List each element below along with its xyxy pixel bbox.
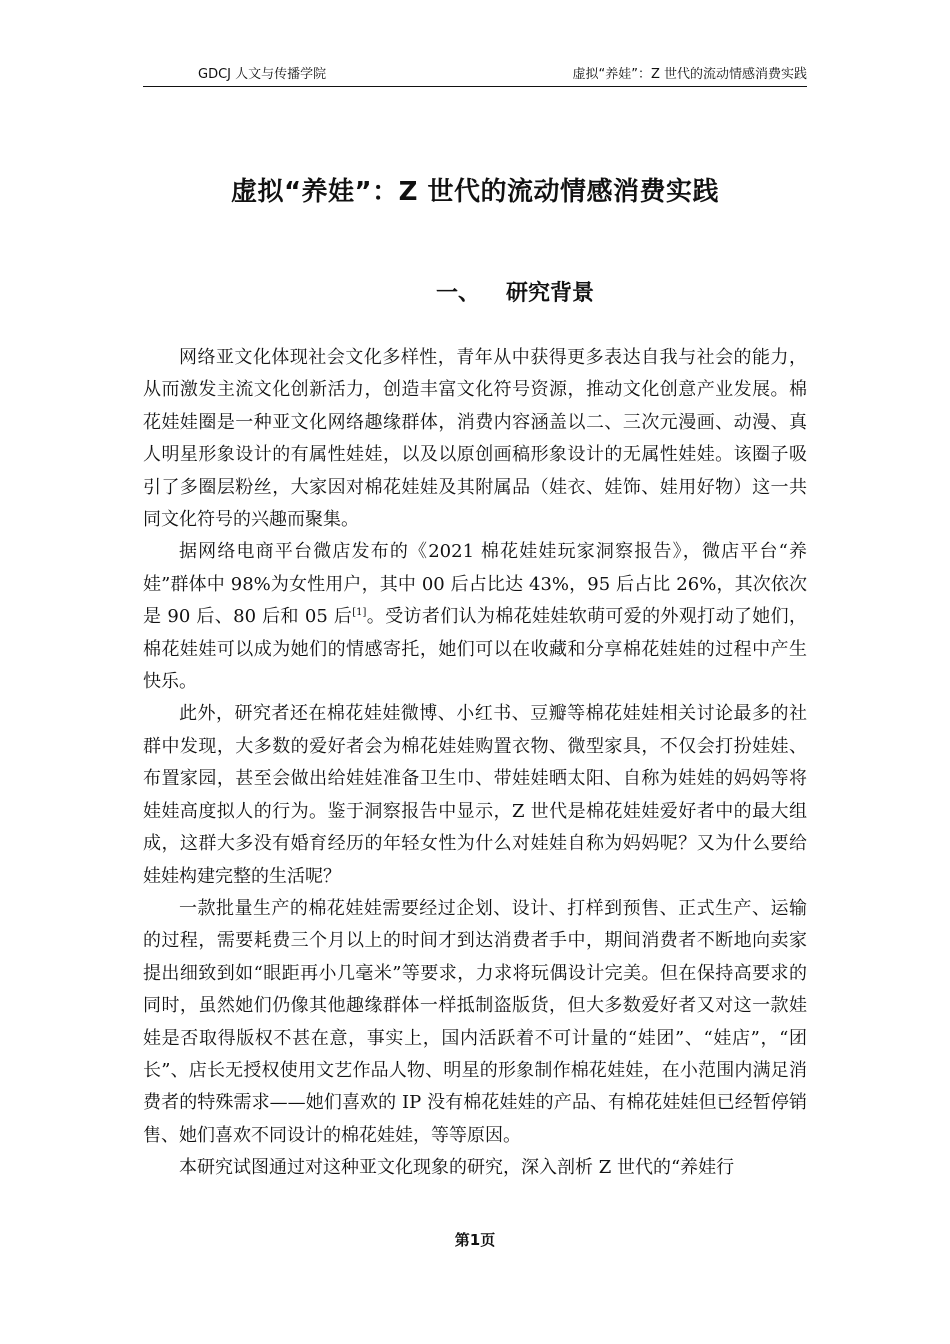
section-title: 研究背景 (506, 281, 595, 306)
citation-reference[interactable]: [1] (352, 607, 367, 619)
paragraph-5: 本研究试图通过对这种亚文化现象的研究，深入剖析 Z 世代的“养娃行 (179, 1157, 735, 1179)
header-institution: GDCJ 人文与传播学院 (198, 67, 327, 82)
document-title: 虚拟“养娃”：Z 世代的流动情感消费实践 (230, 177, 720, 207)
section-heading (0, 276, 950, 312)
section-number: 一、 (435, 281, 480, 306)
paragraph-3: 此外，研究者还在棉花娃娃微博、小红书、豆瓣等棉花娃娃相关讨论最多的社群中发现，大多数的爱好者会为棉花娃娃购置衣物、微型家具，不仅会打扮娃娃、布置家园，甚至会做出给娃娃准备卫生巾、带娃娃晒太阳、自称为娃娃的妈妈等将娃娃高度拟人的行为。鉴于洞察报告中显示，Z 世代是棉花娃娃爱好者中的最大组成，这群大多没有婚育经历的年轻女性为什么对娃娃自称为妈妈呢？又为什么要给娃娃构建完整的生活呢？ (143, 703, 807, 887)
header-document-title: 虚拟“养娃”：Z 世代的流动情感消费实践 (572, 67, 807, 82)
paragraph-2-text-b: 。受访者们认为棉花娃娃软萌可爱的外观打动了她们，棉花娃娃可以成为她们的情感寄托，她们可以在收藏和分享棉花娃娃的过程中产生快乐。 (143, 606, 807, 693)
page-header (143, 66, 807, 87)
paragraph-1: 网络亚文化体现社会文化多样性，青年从中获得更多表达自我与社会的能力，从而激发主流文化创新活力，创造丰富文化符号资源，推动文化创意产业发展。棉花娃娃圈是一种亚文化网络趣缘群体，消费内容涵盖以二、三次元漫画、动漫、真人明星形象设计的有属性娃娃，以及以原创画稿形象设计的无属性娃娃。该圈子吸引了多圈层粉丝，大家因对棉花娃娃及其附属品（娃衣、娃饰、娃用好物）这一共同文化符号的兴趣而聚集。 (143, 347, 807, 531)
paragraph-2 (143, 536, 807, 698)
body-text (143, 342, 807, 1185)
paragraph-4: 一款批量生产的棉花娃娃需要经过企划、设计、打样到预售、正式生产、运输的过程，需要耗费三个月以上的时间才到达消费者手中，期间消费者不断地向卖家提出细致到如“眼距再小几毫米”等要求，力求将玩偶设计完美。但在保持高要求的同时，虽然她们仍像其他趣缘群体一样抵制盗版货，但大多数爱好者又对这一款娃娃是否取得版权不甚在意，事实上，国内活跃着不可计量的“娃团”、“娃店”，“团长”、店长无授权使用文艺作品人物、明星的形象制作棉花娃娃，在小范围内满足消费者的特殊需求——她们喜欢的 IP 没有棉花娃娃的产品、有棉花娃娃但已经暂停销售、她们喜欢不同设计的棉花娃娃，等等原因。 (143, 897, 807, 1146)
paragraph-2-text-a: 据网络电商平台微店发布的《2021 棉花娃娃玩家洞察报告》，微店平台“养娃”群体中 98%为女性用户，其中 00 后占比达 43%，95 后占比 26%，其次依次是 90 后、80 后和 05 后 (143, 541, 807, 628)
page-number: 第1页 (454, 1231, 496, 1249)
